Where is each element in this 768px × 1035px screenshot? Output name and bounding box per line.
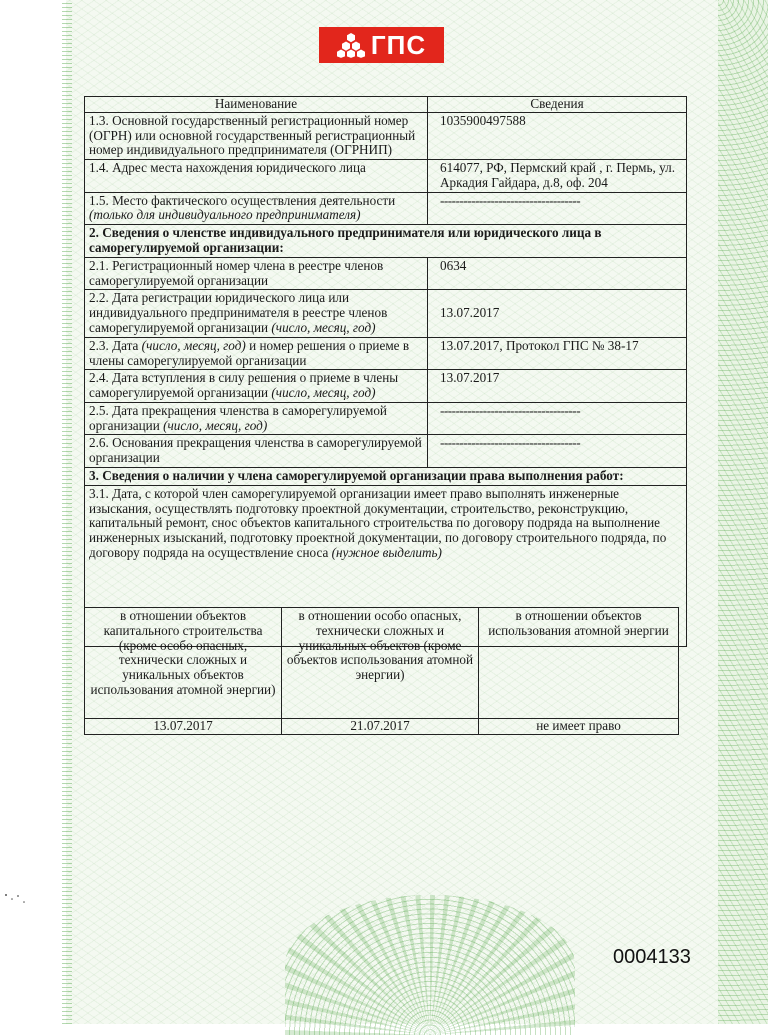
section-row bbox=[85, 225, 687, 258]
row-2-5-name bbox=[85, 402, 428, 435]
table-row bbox=[85, 370, 687, 403]
table-row bbox=[85, 435, 687, 468]
row-3-1-label: 3.1. Дата, с которой член саморегулируемой организации имеет право выполнять инженерные изыскания, осуществлять подготовку проектной документации, строительство, реконструкцию, капитальный ремонт, снос объектов капитального строительства по договору подряда на выполнение инженерных изысканий, подготовку проектной документации, по договору строительного подряда, по договору подряда на осуществление сноса bbox=[89, 485, 667, 560]
row-2-2-note: (число, месяц, год) bbox=[271, 319, 376, 335]
row-2-5-value: ------------------------------------ bbox=[428, 402, 687, 435]
table-row bbox=[85, 160, 687, 193]
rights-values-row bbox=[85, 719, 679, 735]
row-2-1-value: 0634 bbox=[428, 257, 687, 290]
row-3-1-note: (нужное выделить) bbox=[331, 544, 442, 560]
rights-header-dangerous: в отношении особо опасных, технически сложных и уникальных объектов (кроме объектов использования атомной энергии) bbox=[282, 608, 479, 719]
left-guilloche-border bbox=[62, 0, 72, 1024]
table-row bbox=[85, 290, 687, 337]
gps-logo bbox=[319, 27, 444, 63]
table-row bbox=[85, 112, 687, 159]
section-2-title: 2. Сведения о членстве индивидуального предпринимателя или юридического лица в саморегулируемой организации: bbox=[85, 225, 687, 258]
table-header-row bbox=[85, 97, 687, 113]
row-1-5-value: ------------------------------------ bbox=[428, 192, 687, 225]
row-2-3-name bbox=[85, 337, 428, 370]
row-1-5-note: (только для индивидуального предпринимателя) bbox=[89, 207, 361, 223]
header-name: Наименование bbox=[85, 97, 428, 113]
table-row bbox=[85, 402, 687, 435]
rights-value-atomic: не имеет право bbox=[479, 719, 679, 735]
row-2-3-note: (число, месяц, год) bbox=[141, 337, 246, 353]
row-2-4-note: (число, месяц, год) bbox=[271, 385, 376, 401]
row-2-6-value: ------------------------------------ bbox=[428, 435, 687, 468]
table-row bbox=[85, 257, 687, 290]
scan-specks bbox=[0, 890, 30, 910]
work-rights-table bbox=[84, 607, 679, 735]
serial-number: 0004133 bbox=[613, 946, 691, 968]
row-2-3-label-a: 2.3. Дата bbox=[89, 337, 139, 353]
row-1-4-value: 614077, РФ, Пермский край , г. Пермь, ул. Аркадия Гайдара, д.8, оф. 204 bbox=[428, 160, 687, 193]
row-2-1-name: 2.1. Регистрационный номер члена в реестре членов саморегулируемой организации bbox=[85, 257, 428, 290]
section-3-title: 3. Сведения о наличии у члена саморегулируемой организации права выполнения работ: bbox=[85, 467, 687, 485]
row-1-4-name: 1.4. Адрес места нахождения юридического лица bbox=[85, 160, 428, 193]
row-1-3-value: 1035900497588 bbox=[428, 112, 687, 159]
row-2-2-label: 2.2. Дата регистрации юридического лица или индивидуального предпринимателя в реестре членов саморегулируемой организации bbox=[89, 290, 388, 335]
header-info: Сведения bbox=[428, 97, 687, 113]
row-2-5-label: 2.5. Дата прекращения членства в саморегулируемой организации bbox=[89, 402, 387, 433]
rights-value-capital: 13.07.2017 bbox=[85, 719, 282, 735]
row-2-2-value: 13.07.2017 bbox=[428, 290, 687, 337]
rights-header-atomic: в отношении объектов использования атомной энергии bbox=[479, 608, 679, 719]
rights-value-dangerous: 21.07.2017 bbox=[282, 719, 479, 735]
hexagon-cluster-icon bbox=[337, 32, 365, 58]
section-row bbox=[85, 467, 687, 485]
row-2-2-name bbox=[85, 290, 428, 337]
rights-header-row bbox=[85, 608, 679, 719]
registry-info-table bbox=[84, 96, 687, 647]
table-row bbox=[85, 192, 687, 225]
row-2-3-value: 13.07.2017, Протокол ГПС № 38-17 bbox=[428, 337, 687, 370]
right-guilloche-border bbox=[718, 0, 768, 1024]
row-2-4-name bbox=[85, 370, 428, 403]
row-2-5-note: (число, месяц, год) bbox=[163, 417, 268, 433]
logo-text: ГПС bbox=[370, 30, 427, 60]
row-1-5-label: 1.5. Место фактического осуществления деятельности bbox=[89, 192, 396, 208]
row-2-4-value: 13.07.2017 bbox=[428, 370, 687, 403]
guilloche-rosette bbox=[285, 895, 575, 1035]
row-1-3-name: 1.3. Основной государственный регистрационный номер (ОГРН) или основной государственный регистрационный номер индивидуального предпринимателя (ОГРНИП) bbox=[85, 112, 428, 159]
row-2-3-label-b: и номер решения о приеме в члены саморегулируемой организации bbox=[89, 337, 410, 368]
row-2-4-label: 2.4. Дата вступления в силу решения о приеме в члены саморегулируемой организации bbox=[89, 370, 399, 401]
row-1-5-name bbox=[85, 192, 428, 225]
row-2-6-name: 2.6. Основания прекращения членства в саморегулируемой организации bbox=[85, 435, 428, 468]
rights-header-capital: в отношении объектов капитального строительства (кроме особо опасных, технически сложных и уникальных объектов использования атомной энергии) bbox=[85, 608, 282, 719]
table-row bbox=[85, 337, 687, 370]
